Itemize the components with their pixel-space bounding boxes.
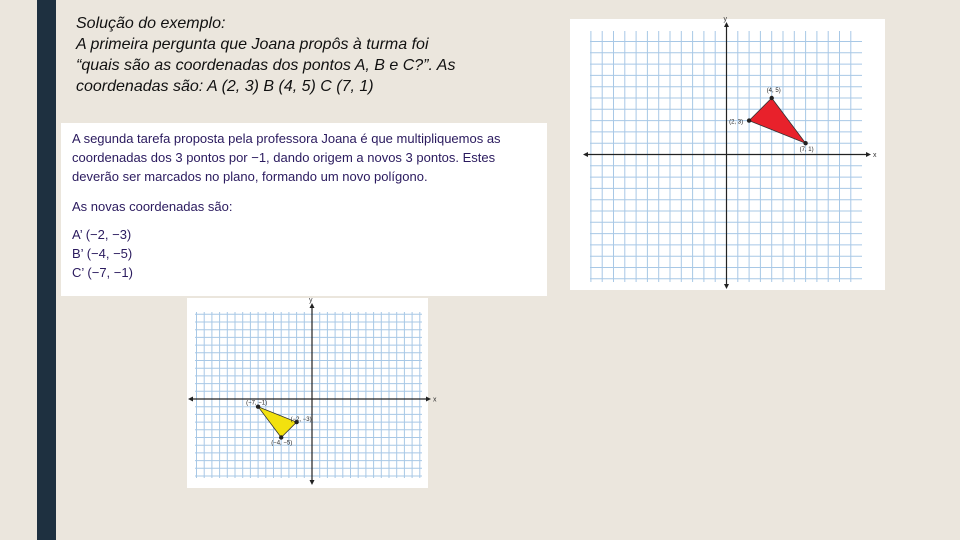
original-triangle-graph (570, 16, 885, 290)
x-axis-label: x (433, 396, 437, 404)
left-accent-bar (37, 0, 56, 540)
new-coordinates-subtitle: As novas coordenadas são: (72, 199, 233, 214)
coordinate-item: C’ (−7, −1) (72, 265, 133, 280)
reflected-triangle-graph (187, 297, 437, 488)
y-axis-arrow (724, 284, 729, 289)
coordinate-item: B’ (−4, −5) (72, 246, 133, 261)
heading-line: coordenadas são: A (2, 3) B (4, 5) C (7, 1) (76, 78, 374, 95)
vertex-label: (2, 3) (729, 119, 744, 126)
heading-line: A primeira pergunta que Joana propôs à turma foi (76, 36, 429, 53)
vertex-label: (−2, −3) (290, 417, 312, 424)
reflected-graph-svg (187, 297, 437, 488)
task-line: deverão ser marcados no plano, formando um novo polígono. (72, 169, 428, 184)
original-graph-svg (570, 16, 885, 290)
y-axis-arrow (310, 480, 315, 485)
heading-line: “quais são as coordenadas dos pontos A, B e C?”. As (76, 57, 456, 74)
vertex-label: (−7, −1) (246, 400, 268, 407)
task-line: A segunda tarefa proposta pela professora Joana é que multipliquemos as (72, 131, 501, 146)
x-axis-arrow (188, 397, 193, 402)
vertex-dot (770, 96, 774, 100)
coordinate-item: A’ (−2, −3) (72, 227, 132, 242)
task-description-box (61, 123, 547, 296)
task-paragraph (72, 129, 542, 186)
vertex-label: (4, 5) (766, 88, 781, 94)
x-axis-arrow (583, 152, 588, 157)
vertex-dot (803, 141, 807, 145)
y-axis-label: y (309, 297, 313, 304)
x-axis-arrow (866, 152, 871, 157)
heading-line: Solução do exemplo: (76, 15, 226, 32)
vertex-label: (−4, −5) (271, 440, 293, 447)
x-axis-arrow (426, 397, 431, 402)
vertex-dot (279, 435, 283, 439)
solution-heading (76, 13, 556, 97)
vertex-dot (747, 118, 751, 122)
new-coordinates-list (72, 225, 133, 282)
task-line: coordenadas dos 3 pontos por −1, dando origem a novos 3 pontos. Estes (72, 150, 496, 165)
x-axis-label: x (873, 152, 877, 159)
vertex-label: (7, 1) (799, 147, 814, 154)
y-axis-label: y (723, 16, 727, 23)
